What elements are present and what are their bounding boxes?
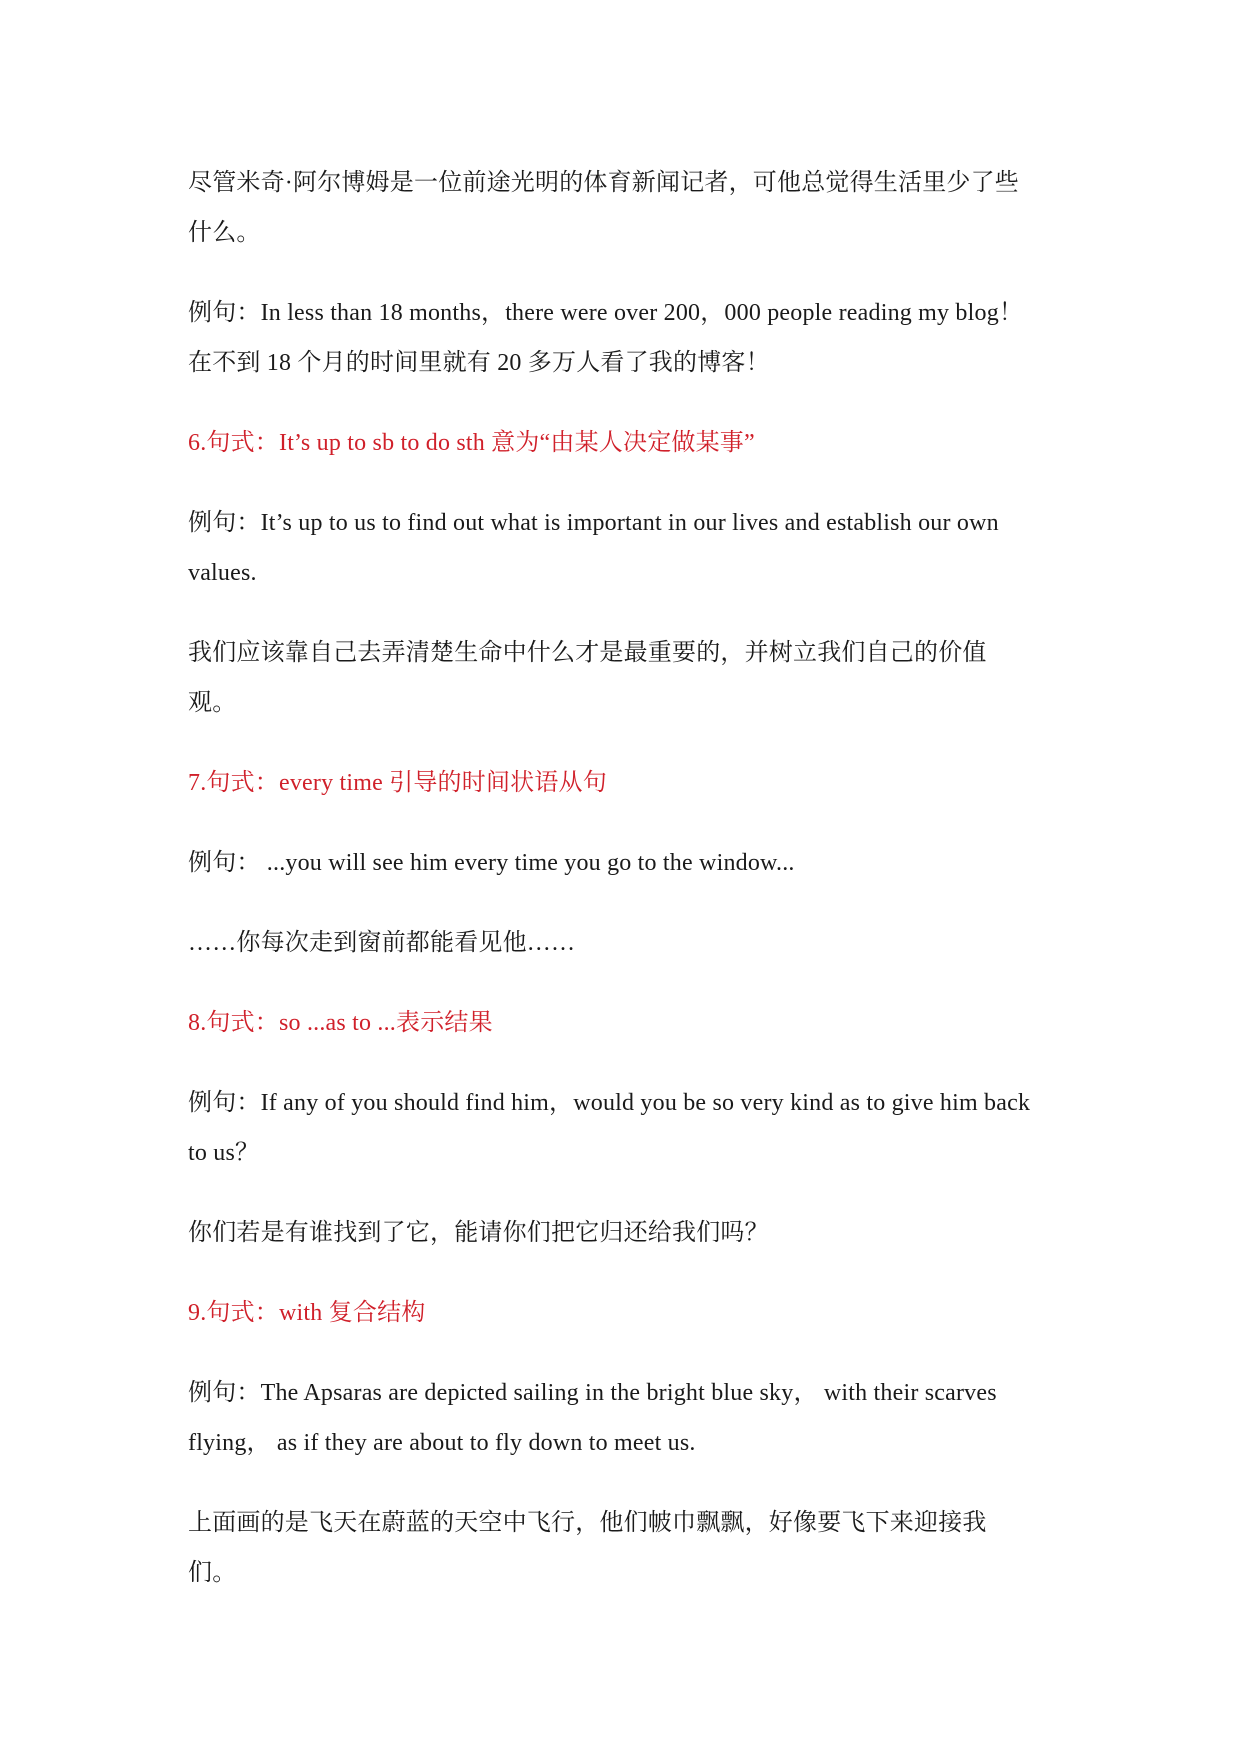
paragraph-intro-line-1: 尽管米奇·阿尔博姆是一位前途光明的体育新闻记者，可他总觉得生活里少了些 <box>188 170 1019 196</box>
translation-7: ……你每次走到窗前都能看见他…… <box>188 930 576 956</box>
translation-6-line-1: 我们应该靠自己去弄清楚生命中什么才是最重要的，并树立我们自己的价值 <box>188 640 987 666</box>
section-heading-6: 6.句式：It’s up to sb to do sth 意为“由某人决定做某事” <box>188 430 755 456</box>
translation-8: 你们若是有谁找到了它，能请你们把它归还给我们吗？ <box>188 1220 769 1246</box>
example-sentence-8-line-2: to us？ <box>188 1140 260 1166</box>
translation-6-line-2: 观。 <box>188 690 237 716</box>
translation-9-line-2: 们。 <box>188 1560 237 1586</box>
section-heading-8: 8.句式：so ...as to ...表示结果 <box>188 1010 493 1036</box>
example-sentence-8-line-1: 例句：If any of you should find him，would you be so very kind as to give him back <box>188 1090 1031 1116</box>
example-sentence-9-line-1: 例句：The Apsaras are depicted sailing in the bright blue sky， with their scarves <box>188 1380 997 1406</box>
section-heading-9: 9.句式：with 复合结构 <box>188 1300 426 1326</box>
example-sentence-7: 例句： ...you will see him every time you go to the window... <box>188 850 795 876</box>
example-translation-line-2: 在不到 18 个月的时间里就有 20 多万人看了我的博客！ <box>188 350 770 376</box>
example-sentence-line-1: 例句：In less than 18 months，there were over 200，000 people reading my blog！ <box>188 300 1024 326</box>
translation-9-line-1: 上面画的是飞天在蔚蓝的天空中飞行，他们帔巾飘飘，好像要飞下来迎接我 <box>188 1510 987 1536</box>
example-sentence-6-line-2: values. <box>188 560 257 586</box>
paragraph-intro-line-2: 什么。 <box>188 220 261 246</box>
example-sentence-9-line-2: flying， as if they are about to fly down to meet us. <box>188 1430 696 1456</box>
section-heading-7: 7.句式：every time 引导的时间状语从句 <box>188 770 607 796</box>
example-sentence-6-line-1: 例句：It’s up to us to find out what is important in our lives and establish our own <box>188 510 999 536</box>
